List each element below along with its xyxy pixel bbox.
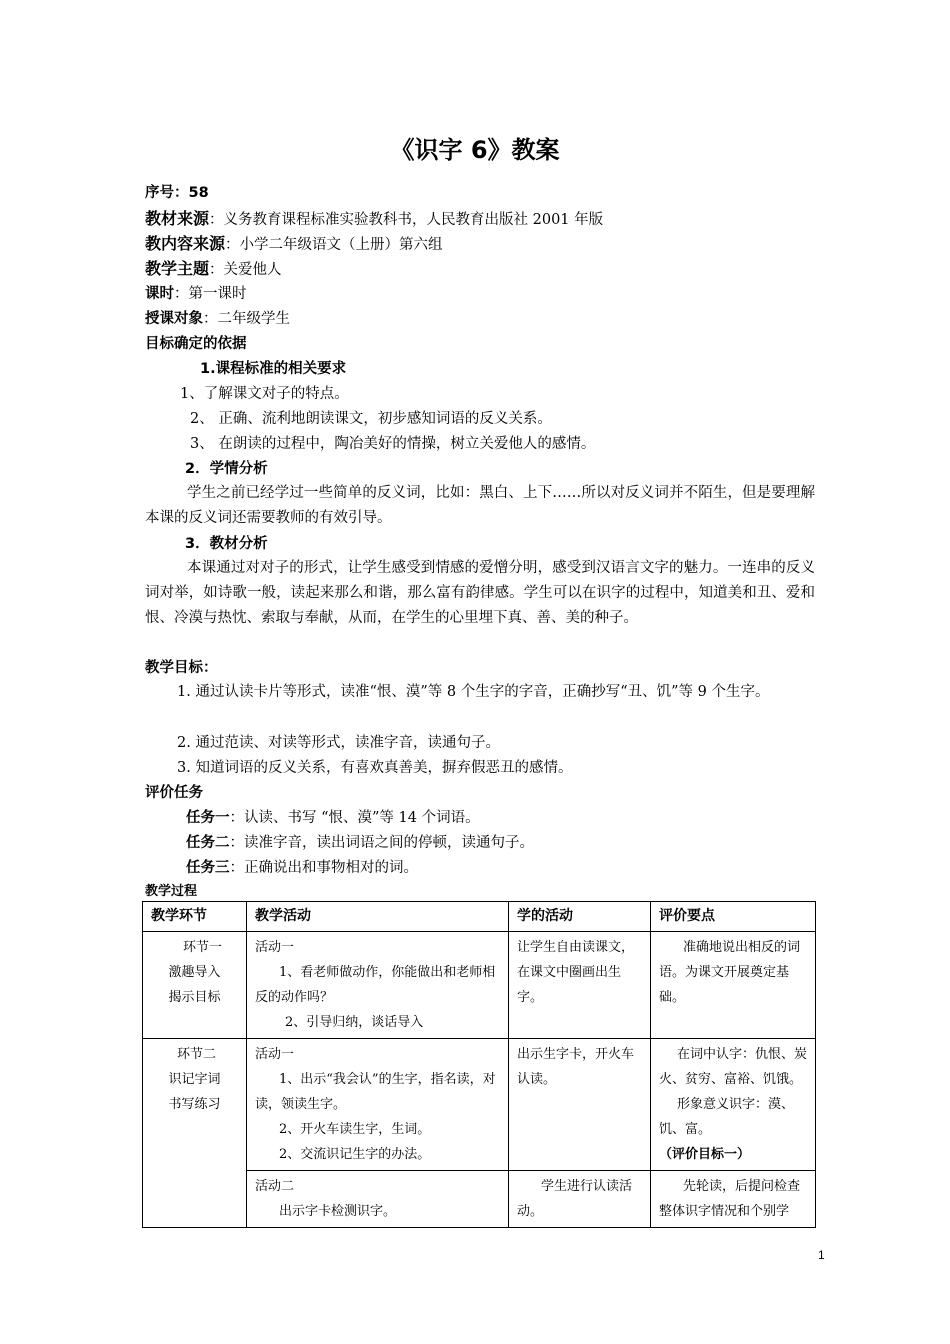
basis-sub3: 3．教材分析 (185, 536, 268, 552)
activity-step: 1、看老师做动作，你能做出和老师相反的动作吗？ (255, 965, 496, 1005)
page-number: 1 (818, 1248, 825, 1262)
seq-line (145, 181, 209, 202)
task-2-label: 任务二 (186, 835, 230, 851)
goals-heading: 教学目标： (145, 660, 218, 676)
activity-title: 活动一 (255, 940, 295, 955)
stage-line: 环节二 (176, 1047, 216, 1062)
basis-sub2: 2．学情分析 (185, 461, 268, 477)
audience-value: ：二年级学生 (203, 311, 290, 327)
content-label: 教内容来源 (145, 234, 226, 253)
stage-cell (143, 1039, 247, 1228)
task-1-text: ：认读、书写 “恨、漠”等 14 个词语。 (229, 810, 480, 826)
activity-step: 2、引导归纳，谈话导入 (285, 1015, 424, 1030)
student-activity-cell: 让学生自由读课文，在课文中圈画出生字。 (509, 932, 651, 1039)
activity-title: 活动二 (255, 1179, 295, 1194)
task-3 (186, 856, 418, 877)
period-label: 课时 (145, 286, 174, 302)
period-value: ：第一课时 (174, 286, 247, 302)
header-cell: 教学环节 (143, 902, 247, 932)
source-line (145, 206, 603, 229)
task-2-text: ：读准字音，读出词语之间的停顿，读通句子。 (229, 835, 534, 851)
req-item: 3、 在朗读的过程中，陶冶美好的情操，树立关爱他人的感情。 (190, 436, 596, 452)
source-value: ：义务教育课程标准实验教科书，人民教育出版社 2001 年版 (209, 212, 604, 228)
evaluation-target: （评价目标一） (659, 1147, 751, 1162)
evaluation-cell (651, 1039, 816, 1171)
req-item: 1、了解课文对子的特点。 (180, 386, 349, 402)
seq-label: 序号： (145, 185, 189, 201)
material-text: 本课通过对对子的形式，让学生感受到情感的爱憎分明，感受到汉语言文字的魅力。一连串的反义词对举，如诗歌一般，读起来那么和谐，那么富有韵律感。学生可以在识字的过程中，知道美和丑、爱和恨、冷漠与热忱、索取与奉献，从而，在学生的心里埋下真、善、美的种子。 (145, 560, 815, 626)
stage-cell (143, 932, 247, 1039)
stage-line: 激趣导入 (168, 965, 221, 980)
stage-line: 环节一 (182, 940, 222, 955)
analysis-text: 学生之前已经学过一些简单的反义词，比如：黑白、上下……所以对反义词并不陌生，但是要理解本课的反义词还需要教师的有效引导。 (145, 485, 815, 526)
process-table (142, 901, 816, 1228)
header-cell: 教学活动 (247, 902, 509, 932)
evaluation-line: 形象意义识字：漠、饥、富。 (659, 1097, 795, 1137)
basis-heading: 目标确定的依据 (145, 336, 247, 352)
process-heading: 教学过程 (145, 884, 198, 899)
goal-item: 3. 知道词语的反义关系，有喜欢真善美，摒弃假恶丑的感情。 (177, 760, 573, 776)
content-line (145, 231, 443, 254)
audience-line (145, 307, 290, 328)
period-line (145, 282, 247, 303)
header-cell: 评价要点 (651, 902, 816, 932)
task-2 (186, 831, 534, 852)
theme-label: 教学主题 (145, 259, 210, 278)
req-item: 2、 正确、流利地朗读课文，初步感知词语的反义关系。 (190, 411, 552, 427)
activity-step: 出示字卡检测识字。 (279, 1204, 397, 1219)
teacher-activity-cell (247, 1039, 509, 1171)
evaluation-line: 在词中认字：仇恨、炭火、贫穷、富裕、饥饿。 (659, 1047, 808, 1087)
stage-line: 揭示目标 (168, 990, 221, 1005)
header-cell: 学的活动 (509, 902, 651, 932)
seq-value: 58 (188, 185, 209, 201)
theme-value: ：关爱他人 (209, 262, 282, 278)
content-value: ：小学二年级语文（上册）第六组 (225, 237, 443, 253)
evaluation-cell: 先轮读，后提问检查整体识字情况和个别学 (651, 1171, 816, 1228)
audience-label: 授课对象 (145, 311, 203, 327)
task-1 (186, 806, 480, 827)
theme-line (145, 256, 282, 279)
source-label: 教材来源 (145, 209, 210, 228)
stage-line: 识记字词 (168, 1072, 221, 1087)
task-1-label: 任务一 (186, 810, 230, 826)
task-3-text: ：正确说出和事物相对的词。 (229, 860, 418, 876)
stage-line: 书写练习 (168, 1097, 221, 1112)
table-header-row (143, 902, 816, 932)
goal-item: 1. 通过认读卡片等形式，读准“恨、漠”等 8 个生字的字音，正确抄写“丑、饥”等 9 个生字。 (177, 684, 770, 700)
activity-step: 2、交流识记生字的办法。 (279, 1147, 431, 1162)
activity-title: 活动一 (255, 1047, 295, 1062)
activity-step: 1、出示“我会认”的生字，指名读，对读，领读生字。 (255, 1072, 496, 1112)
table-row (143, 932, 816, 1039)
evaluation-cell: 准确地说出相反的词语。为课文开展奠定基础。 (651, 932, 816, 1039)
task-3-label: 任务三 (186, 860, 230, 876)
activity-step: 2、开火车读生字，生词。 (279, 1122, 431, 1137)
page-title: 《识字 6》教案 (390, 136, 560, 164)
basis-sub1: 1.课程标准的相关要求 (200, 361, 347, 377)
student-activity-cell: 学生进行认读活动。 (509, 1171, 651, 1228)
teacher-activity-cell (247, 1171, 509, 1228)
teacher-activity-cell (247, 932, 509, 1039)
table-row (143, 1039, 816, 1171)
tasks-heading: 评价任务 (145, 785, 203, 801)
student-activity-cell: 出示生字卡，开火车认读。 (509, 1039, 651, 1171)
goal-item: 2. 通过范读、对读等形式，读准字音，读通句子。 (177, 735, 500, 751)
